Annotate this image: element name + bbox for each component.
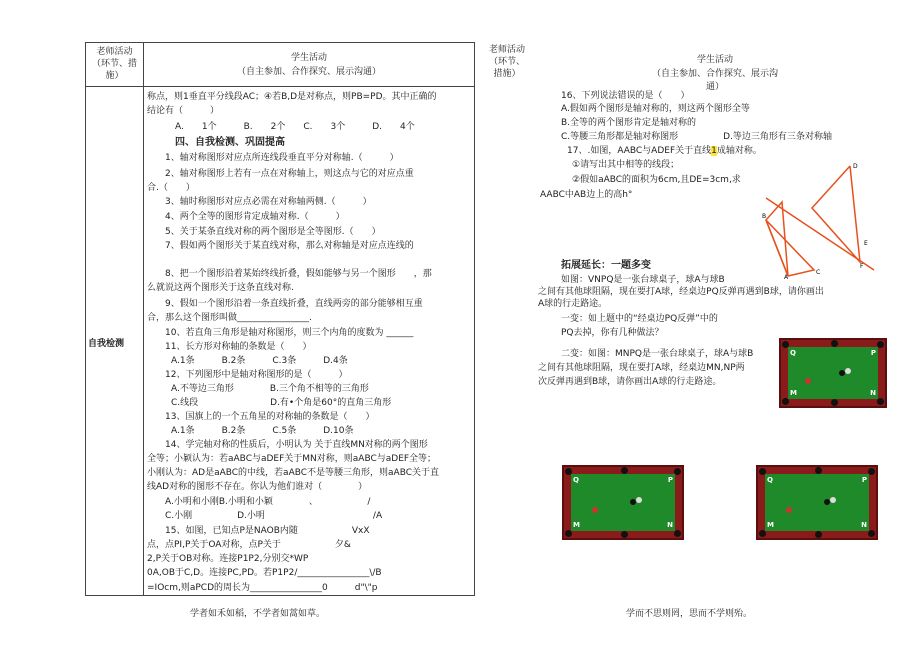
label-B: B xyxy=(762,213,767,220)
highlight-mark: 1 xyxy=(711,146,717,156)
question-5: 5、关于某条直线对称的两个图形是全等图形.（ ） xyxy=(165,227,381,237)
text-line: 之间有其他球阻隔，现在要打A球，经桌边MN,NP两 xyxy=(538,363,745,373)
question-10: 10、若直角三角形是轴对称图形，则三个内角的度数为 ______ xyxy=(165,328,414,338)
corner-label-N: N xyxy=(861,521,867,529)
pool-table-1 xyxy=(779,338,887,408)
ball xyxy=(592,507,598,513)
text-line: 0A,OB于C,D。连接PC,PD。若P1P2/________________\/B xyxy=(147,568,382,578)
right-footer-quote: 学而不思则罔，思而不学则殆。 xyxy=(626,609,753,619)
corner-label-P: P xyxy=(861,476,867,484)
text-line: 称点，则1垂直平分线段AC；④若B,D是对称点，则PB=PD。其中正确的 xyxy=(147,92,437,102)
text-line: ②假如aABC的面积为6cm,且DE=3cm,求 xyxy=(572,175,741,185)
text-line: 一变：如上题中的“经桌边PQ反弹”中的 xyxy=(561,314,718,324)
choice-line: C.线段 D.有•个角是60°的直角三角形 xyxy=(171,398,392,408)
pool-table-2 xyxy=(562,465,684,540)
left-student-header: 学生活动 xyxy=(290,53,327,63)
left-teacher-header: 老师活动 （环节、措 施） xyxy=(91,47,137,81)
text-line: 点，点PI,P关于OA对称，点P关于 夕& xyxy=(147,540,351,550)
label-D: D xyxy=(853,163,858,170)
question-8: 8、把一个图形沿着某始终线折叠，假如能够与另一个图形 ，那 xyxy=(165,269,432,279)
question-13: 13、国旗上的一个五角星的对称轴的条数是（ ） xyxy=(165,412,375,422)
ball xyxy=(830,497,836,503)
text-line: 小刚认为：AD是aABC的中线，若aABC不是等腰三角形，则aABC关于直 xyxy=(147,468,440,478)
question-2: 2、轴对称图形上若有一点在对称轴上，则这点与它的对应点重 xyxy=(165,169,414,179)
question-11: 11、长方形对称轴的条数是（ ） xyxy=(165,342,312,352)
side-label-self-check: 自我检测 xyxy=(88,339,125,349)
choice-line: A.1条 B.2条 C.5条 D.10条 xyxy=(171,426,354,436)
section-heading: 四、自我检测、巩固提高 xyxy=(175,137,285,148)
left-student-subheader: （自主参加、合作探究、展示沟通） xyxy=(236,67,381,77)
question-4: 4、两个全等的图形肯定成轴对称.（ ） xyxy=(165,212,345,222)
right-student-subheader: （自主参加、合作探究、展示沟 xyxy=(651,69,778,79)
corner-label-P: P xyxy=(870,349,876,357)
text-line: PQ去掉，你有几种做法？ xyxy=(561,328,664,338)
text-line: 么就说这两个图形关于这条直线对称. xyxy=(147,283,294,293)
corner-label-N: N xyxy=(667,521,673,529)
text-line: 合.（ ） xyxy=(147,183,195,193)
left-footer-quote: 学者如禾如稻，不学者如蒿如草。 xyxy=(190,609,326,619)
right-teacher-header: 老师活动 （环节、 措施） xyxy=(488,45,525,79)
text-line: 次反弹再遇到B球，请你画出A球的行走路途。 xyxy=(538,377,722,387)
label-F: F xyxy=(860,263,864,270)
ball xyxy=(805,378,811,384)
choice-line: B.全等的两个图形肯定是轴对称的 xyxy=(561,118,697,128)
corner-label-M: M xyxy=(767,521,774,529)
corner-label-Q: Q xyxy=(573,476,579,484)
right-student-header: 学生活动 xyxy=(696,55,733,65)
text-line: 二变：如图：MNPQ是一张台球桌子，球A与球B xyxy=(561,349,754,359)
ball xyxy=(636,497,642,503)
label-C: C xyxy=(816,269,821,276)
corner-label-Q: Q xyxy=(790,349,796,357)
text-line: A球的行走路途。 xyxy=(538,299,608,309)
text-line: 2,P关于OB对称。连接P1P2,分别交*WP xyxy=(147,554,309,564)
question-3: 3、轴时称图形对应点必需在对称轴两侧.（ ） xyxy=(165,197,372,207)
choice-line: A.假如两个图形是轴对称的，则这两个图形全等 xyxy=(561,104,750,114)
corner-label-M: M xyxy=(790,389,797,397)
text-line: 合，那么这个图形叫做________________. xyxy=(147,313,312,323)
choice-line: C.小刚 D.小明 /A xyxy=(165,511,383,521)
choice-line: C.等腰三角形都是轴对称图形 D.等边三角形有三条对称轴 xyxy=(561,132,832,142)
question-7: 7、假如两个图形关于某直线对称，那么对称轴是对应点连线的 xyxy=(165,241,414,251)
choice-line: A.小明和小刚B.小明和小颖 、 / xyxy=(165,497,371,507)
choice-line: A. 1个 B. 2个 C. 3个 D. 4个 xyxy=(175,122,415,132)
question-1: 1、轴对称图形对应点所连线段垂直平分对称轴.（ ） xyxy=(165,153,399,163)
text-line: AABC中AB边上的高h° xyxy=(540,190,633,200)
text-line: 线AD对称的图形不存在。你认为他们谁对（ ） xyxy=(147,482,368,492)
label-A: A xyxy=(784,274,789,280)
text-line: 全等；小颖认为：若aABC与aDEF关于MN对称，则aABC与aDEF全等； xyxy=(147,454,437,464)
text-line: 之间有其他球阻隔，现在要打A球，经桌边PQ反弹再遇到B球，请你画出 xyxy=(538,287,824,297)
question-15: 15、如图，已知点P是NAOB内随 VxX xyxy=(165,526,370,536)
ball xyxy=(786,507,792,513)
text-line: ①请写出其中相等的线段； xyxy=(572,160,680,170)
corner-label-P: P xyxy=(667,476,673,484)
question-14: 14、学完轴对称的性质后，小明认为 关于直线MN对称的两个图形 xyxy=(165,440,428,450)
question-17: 17、.如图，AABC与ADEF关于直线1成轴对称。 xyxy=(567,146,762,156)
text-line: =IOcm,则aPCD的周长为________________0 d"\"p xyxy=(147,583,378,593)
triangle-figure xyxy=(760,160,880,280)
corner-label-Q: Q xyxy=(767,476,773,484)
corner-label-M: M xyxy=(573,521,580,529)
question-9: 9、假如一个图形沿着一条直线折叠，直线两旁的部分能够相互重 xyxy=(165,299,423,309)
label-E: E xyxy=(864,240,868,247)
pool-table-3 xyxy=(756,465,878,540)
ball xyxy=(845,368,851,374)
choice-line: A.不等边三角形 B.三个角不相等的三角形 xyxy=(171,384,369,394)
text-line: 结论有（ ） xyxy=(147,106,220,116)
extension-heading: 拓展延长：一题多变 xyxy=(561,260,651,271)
question-16: 16、下列说法错误的是（ ） xyxy=(561,91,690,101)
corner-label-N: N xyxy=(870,389,876,397)
choice-line: A.1条 B.2条 C.3条 D.4条 xyxy=(171,356,348,366)
question-12: 12、下列图形中是轴对称图形的是（ ） xyxy=(165,370,348,380)
right-student-subheader-2: 通） xyxy=(705,82,724,92)
text-line: 如图：VNPQ是一张台球桌子，球A与球B xyxy=(561,275,725,285)
